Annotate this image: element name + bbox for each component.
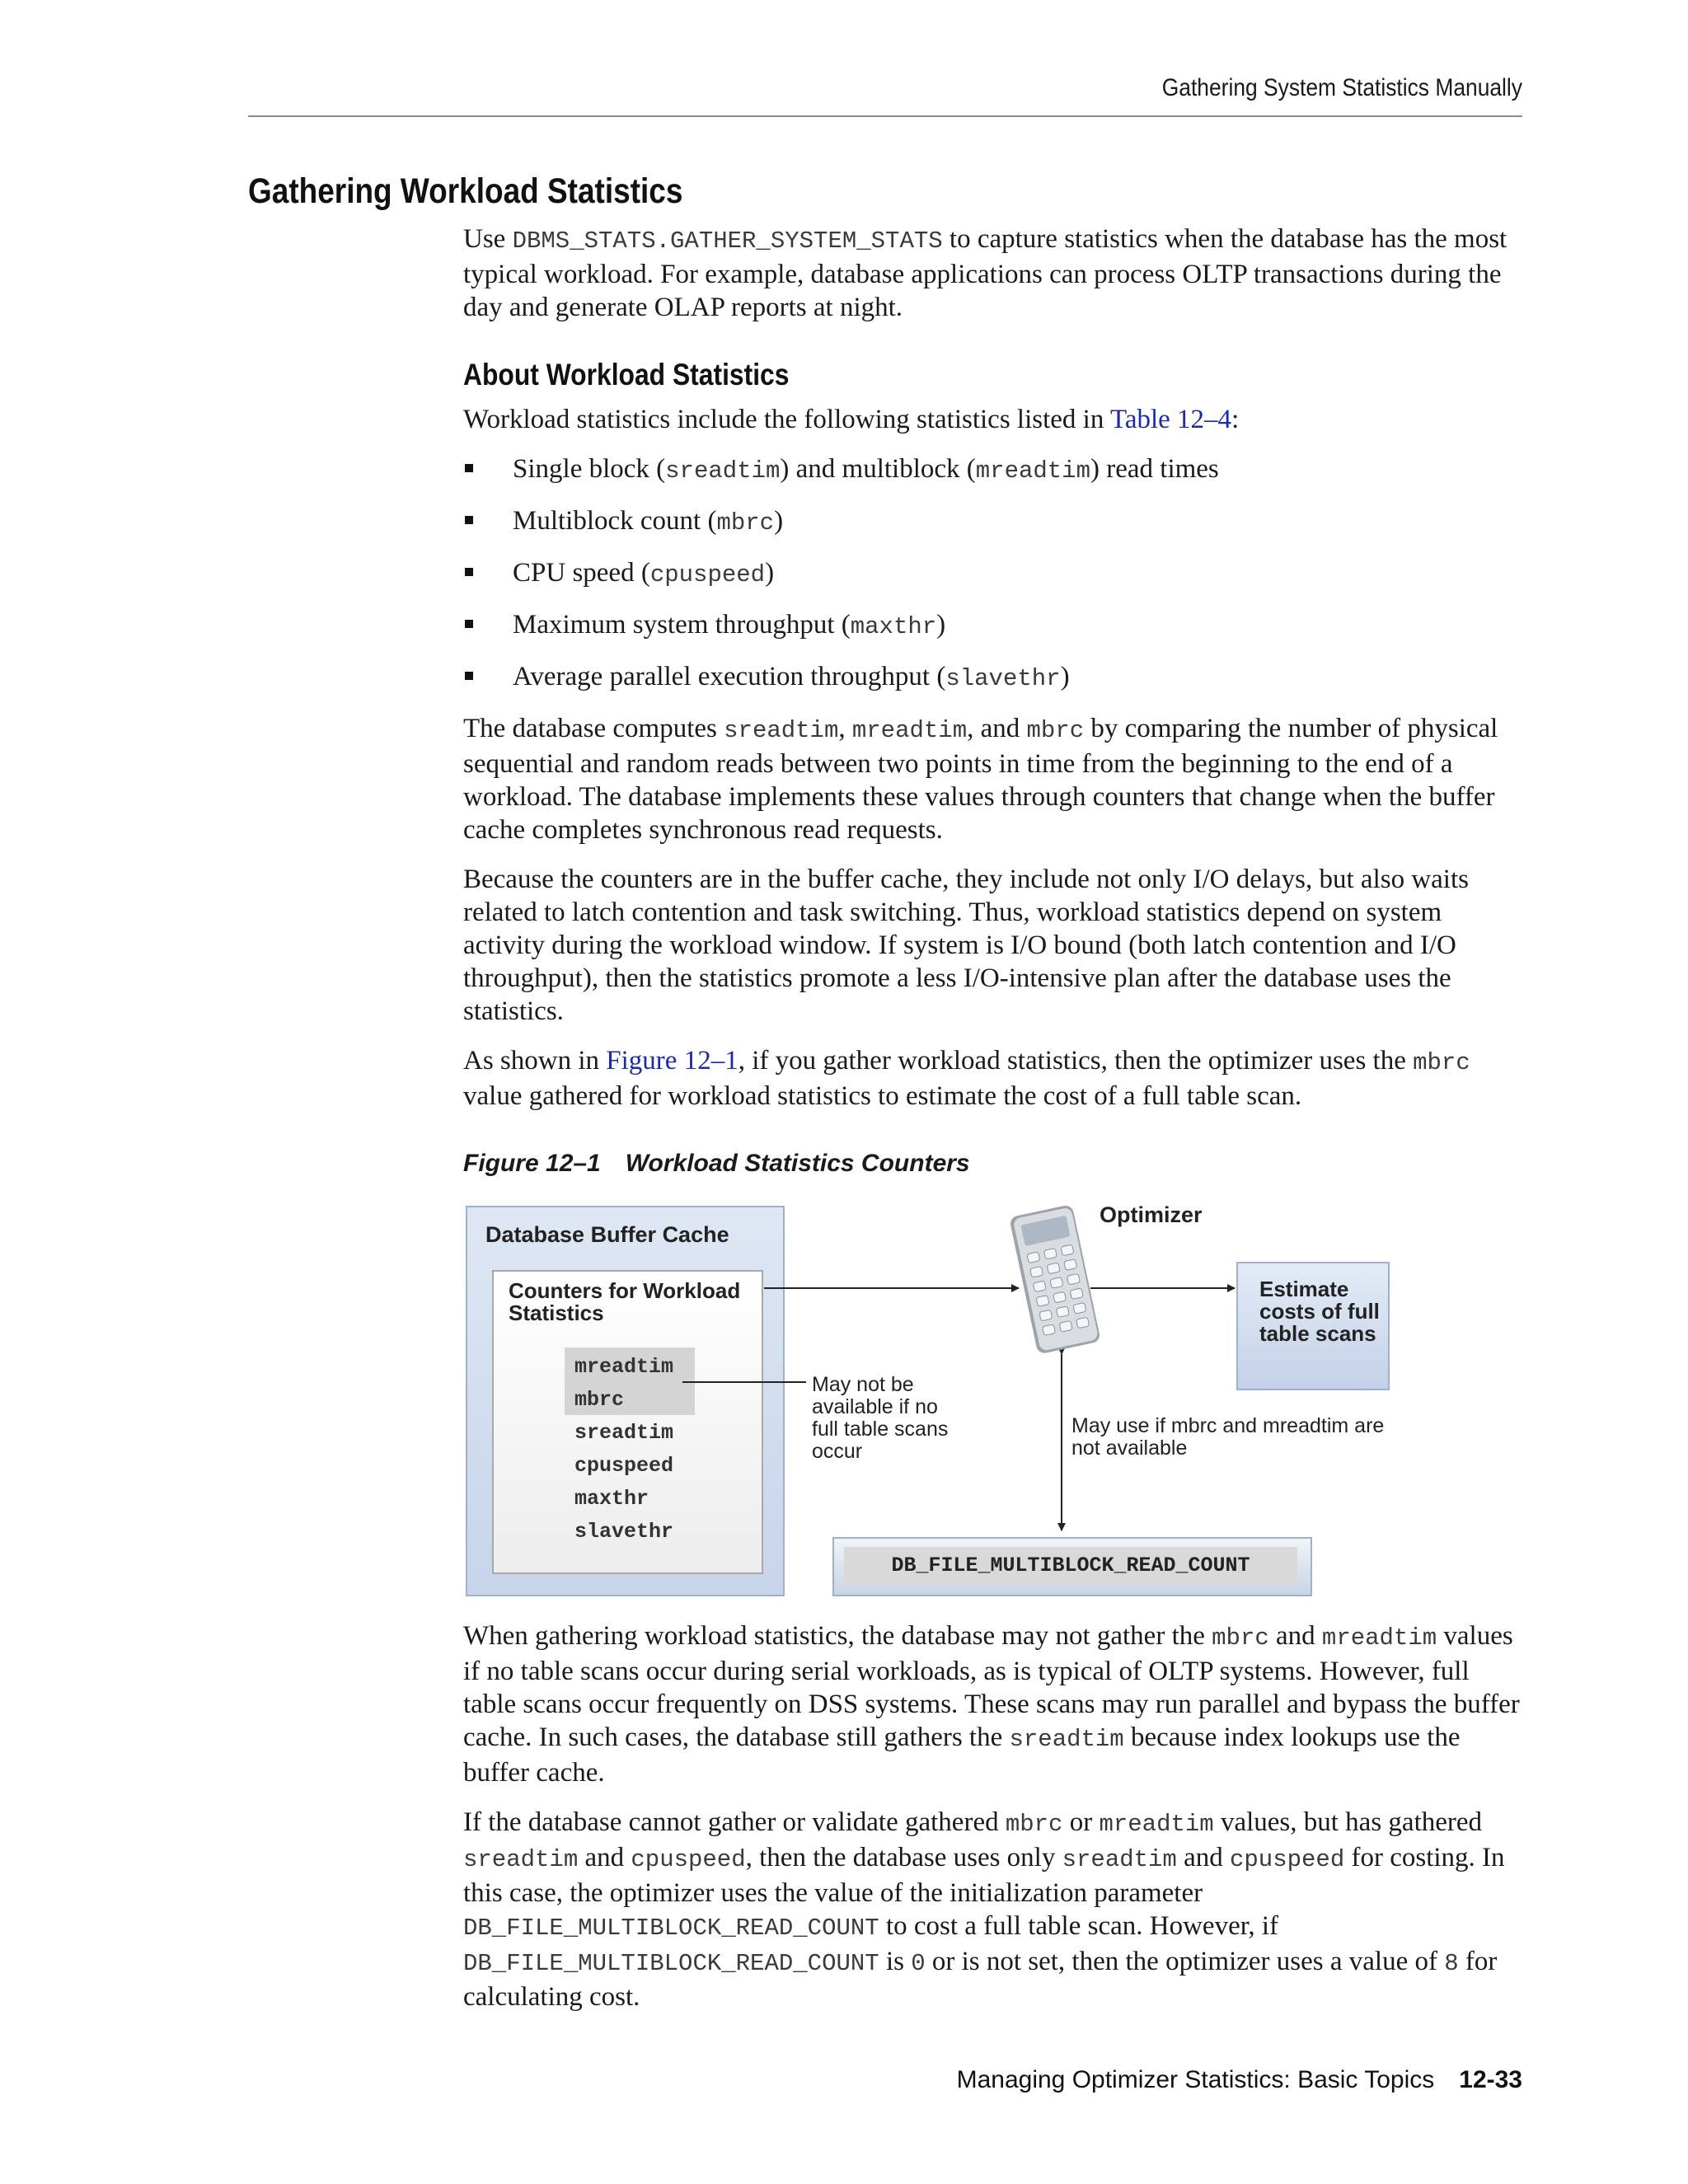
text-run: values if no table scans occur during serial workloads, as is typical of OLTP systems. However, full table scans occur frequently on DSS systems. These scans may run parallel and bypass the buffer cache. In such cases, the database still gathers the: [463, 1621, 1520, 1752]
text-run: Average parallel execution throughput (: [513, 662, 946, 691]
text-run: As shown in: [463, 1046, 607, 1076]
code-term: mbrc: [1005, 1811, 1063, 1838]
text-run: CPU speed (: [513, 558, 650, 588]
text-run: ): [936, 610, 946, 640]
parameter-box: [832, 1537, 1312, 1596]
may-not-be-available-note: May not be available if no full table scans occur: [812, 1373, 949, 1463]
text-run: and: [1268, 1621, 1322, 1651]
text-run: Maximum system throughput (: [513, 610, 851, 640]
intro-paragraph: [463, 223, 1526, 324]
estimate-costs-label: Estimate costs of full table scans: [1259, 1277, 1380, 1346]
text-run: because index lookups use the buffer cache.: [463, 1722, 1461, 1788]
code-term: mbrc: [1026, 717, 1085, 744]
bullet-icon: [465, 464, 473, 472]
counter-item: maxthr: [574, 1487, 649, 1511]
text-run: ) and multiblock (: [780, 454, 976, 484]
text-run: ): [765, 558, 775, 588]
text-run: ,: [838, 714, 852, 743]
code-term: mreadtim: [851, 717, 968, 744]
buffer-cache-label: Database Buffer Cache: [485, 1222, 729, 1247]
text-run: and: [1176, 1843, 1230, 1872]
figure-number: Figure 12–1: [463, 1150, 601, 1177]
text-run: Single block (: [513, 454, 666, 484]
text-run: values, but has gathered: [1213, 1807, 1483, 1837]
section-title: Gathering Workload Statistics: [248, 171, 683, 211]
counters-paragraph: Because the counters are in the buffer cache, they include not only I/O delays, but also waits related to latch contention and task switching. Thus, workload statistics depend on system activity during the workload window. If system is I/O bound (both latch contention and I/O throughput), then the statistics promote a less I/O-intensive plan after the database uses the statistics.: [463, 865, 1469, 1026]
counter-item: mreadtim: [574, 1355, 674, 1379]
text-run: Multiblock count (: [513, 506, 717, 536]
workload-statistics-diagram: [462, 1199, 1393, 1603]
text-run: :: [1231, 405, 1240, 434]
code-term: 0: [911, 1950, 926, 1977]
code-term: mreadtim: [975, 457, 1090, 485]
list-item: [463, 660, 1526, 696]
running-head: Gathering System Statistics Manually: [1161, 74, 1522, 101]
text-run: and: [578, 1843, 631, 1872]
text-run: , if you gather workload statistics, then the optimizer uses the: [738, 1046, 1414, 1076]
list-item: [463, 504, 1526, 540]
code-term: sreadtim: [1062, 1846, 1177, 1873]
parameter-label: DB_FILE_MULTIBLOCK_READ_COUNT: [844, 1547, 1297, 1585]
code-term: sreadtim: [724, 717, 839, 744]
computation-paragraph: [463, 712, 1526, 846]
code-term: 8: [1444, 1950, 1459, 1977]
table-link[interactable]: Table 12–4: [1109, 405, 1232, 434]
counter-item: cpuspeed: [574, 1454, 674, 1478]
code-term: DB_FILE_MULTIBLOCK_READ_COUNT: [463, 1950, 879, 1977]
bullet-icon: [465, 672, 473, 680]
figure-title: Workload Statistics Counters: [625, 1150, 970, 1177]
text-run: If the database cannot gather or validate gathered: [463, 1807, 1006, 1837]
code-term: maxthr: [850, 613, 937, 640]
statistics-list: [463, 452, 1526, 696]
page-footer: [742, 2066, 1522, 2094]
list-item: [463, 452, 1526, 488]
code-term: mbrc: [1212, 1624, 1269, 1652]
page-number: 12-33: [1459, 2066, 1522, 2093]
code-term: sreadtim: [665, 457, 781, 485]
code-term: DBMS_STATS.GATHER_SYSTEM_STATS: [512, 227, 943, 255]
bullet-icon: [465, 516, 473, 524]
text-run: When gathering workload statistics, the database may not gather the: [463, 1621, 1212, 1651]
lead-paragraph: [463, 403, 1526, 436]
optimizer-label: Optimizer: [1100, 1202, 1203, 1227]
text-run: for calculating cost.: [463, 1947, 1498, 2012]
text-run: Use: [463, 224, 513, 254]
code-term: DB_FILE_MULTIBLOCK_READ_COUNT: [463, 1915, 879, 1942]
text-run: , then the database uses only: [745, 1843, 1062, 1872]
text-run: or is not set, then the optimizer uses a value of: [925, 1947, 1445, 1976]
text-run: ): [1060, 662, 1070, 691]
text-run: or: [1062, 1807, 1100, 1837]
text-run: is: [879, 1947, 912, 1976]
text-run: , and: [967, 714, 1027, 743]
figure-caption: [463, 1150, 970, 1178]
estimate-costs-box: [1236, 1262, 1390, 1390]
counter-item: sreadtim: [574, 1421, 674, 1445]
text-run: Workload statistics include the following statistics listed in: [463, 405, 1110, 434]
code-term: cpuspeed: [1230, 1846, 1345, 1873]
bullet-icon: [465, 620, 473, 628]
footer-title: Managing Optimizer Statistics: Basic Topics: [956, 2066, 1435, 2093]
may-use-note: May use if mbrc and mreadtim are not available: [1071, 1414, 1385, 1460]
code-term: mbrc: [1413, 1049, 1470, 1076]
text-run: to capture statistics when the database has the most typical workload. For example, database applications can process OLTP transactions during the day and generate OLAP reports at night.: [463, 224, 1507, 322]
counter-item: mbrc: [574, 1388, 625, 1412]
counter-item: slavethr: [574, 1520, 674, 1544]
figure-reference-paragraph: [463, 1044, 1526, 1113]
code-term: cpuspeed: [649, 561, 766, 588]
calculator-icon: [1009, 1204, 1101, 1355]
text-run: value gathered for workload statistics to estimate the cost of a full table scan.: [463, 1081, 1302, 1111]
counters-box-label: Counters for Workload Statistics: [509, 1278, 741, 1325]
bullet-icon: [465, 568, 473, 576]
list-item: [463, 556, 1526, 592]
text-run: ) read times: [1090, 454, 1219, 484]
text-run: by comparing the number of physical sequential and random reads between two points in time from the beginning to the end of a workload. The database implements these values through counters that change when the buffer cache completes synchronous read requests.: [463, 714, 1498, 845]
body-bottom: [463, 1619, 1526, 2030]
code-term: mreadtim: [1321, 1624, 1437, 1652]
body-top: [463, 223, 1526, 1129]
header-divider: [248, 115, 1522, 117]
code-term: cpuspeed: [631, 1846, 746, 1873]
text-run: to cost a full table scan. However, if: [879, 1911, 1279, 1941]
code-term: mbrc: [716, 509, 775, 537]
text-run: The database computes: [463, 714, 724, 743]
code-term: slavethr: [945, 665, 1061, 692]
text-run: ): [774, 506, 784, 536]
code-term: mreadtim: [1099, 1811, 1214, 1838]
list-item: [463, 608, 1526, 644]
figure-link[interactable]: Figure 12–1: [606, 1046, 738, 1076]
code-term: sreadtim: [463, 1846, 579, 1873]
text-run: for costing. In this case, the optimizer uses the value of the initialization parameter: [463, 1843, 1505, 1908]
subsection-title: About Workload Statistics: [463, 358, 790, 391]
code-term: sreadtim: [1009, 1726, 1124, 1753]
oltp-paragraph: [463, 1619, 1526, 1789]
costing-paragraph: [463, 1806, 1526, 2013]
